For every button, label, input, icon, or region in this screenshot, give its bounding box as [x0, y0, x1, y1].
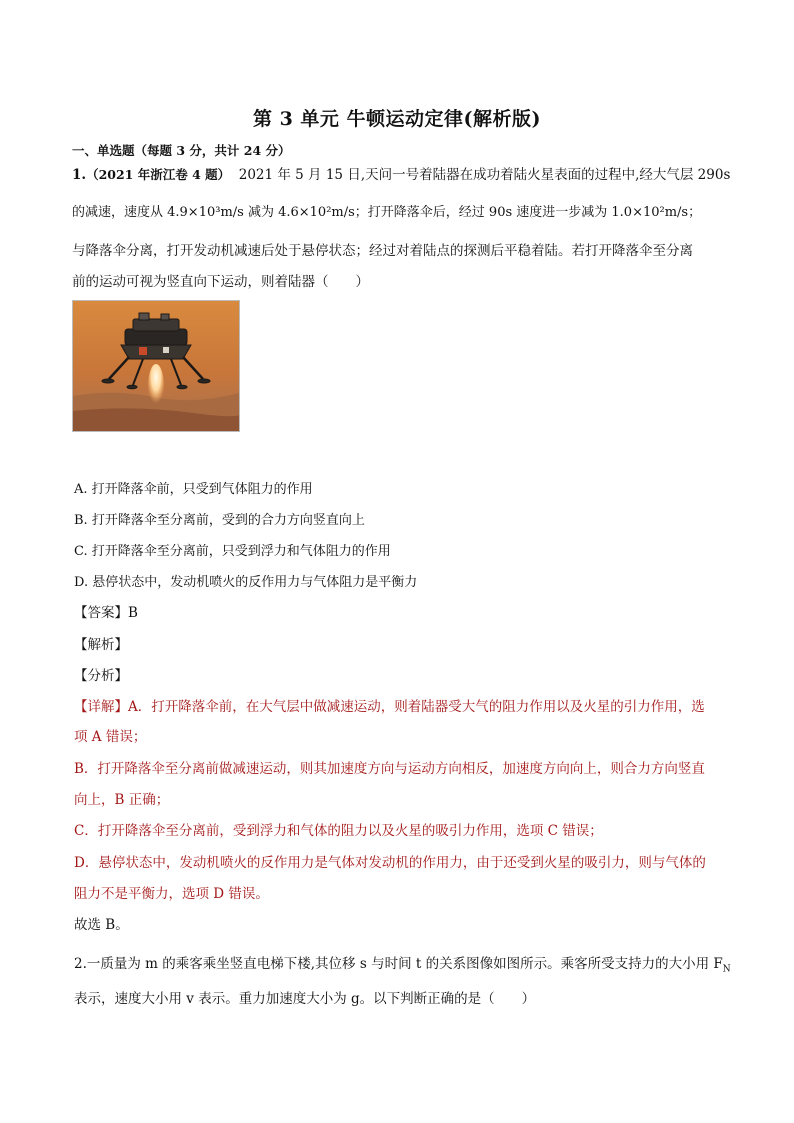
q1-number: 1.: [72, 167, 87, 183]
q1-detail-4: 向上，B 正确；: [74, 792, 170, 808]
q1-detail-6: D．悬停状态中，发动机喷火的反作用力是气体对发动机的作用力，由于还受到火星的吸引力，则与气体的: [74, 855, 706, 871]
q1-option-a: A. 打开降落伞前，只受到气体阻力的作用: [74, 482, 313, 497]
q1-analysis-label: 【解析】: [74, 637, 128, 653]
q1-fenxi-label: 【分析】: [74, 668, 128, 684]
mars-lander-photo: [72, 300, 240, 432]
q1-line-2: 的减速，速度从 4.9×10³m/s 减为 4.6×10²m/s；打开降落伞后，经过 90s 速度进一步减为 1.0×10²m/s；: [72, 205, 702, 220]
q2-line-1: [74, 952, 731, 975]
q1-detail-2: 项 A 错误；: [74, 729, 147, 745]
page-title: 第 3 单元 牛顿运动定律(解析版): [252, 108, 542, 130]
q1-detail-7: 阻力不是平衡力，选项 D 错误。: [74, 886, 269, 902]
q1-text-1: 2021 年 5 月 15 日,天问一号着陆器在成功着陆火星表面的过程中,经大气层 290s: [238, 167, 731, 183]
q2-line-2: 表示，速度大小用 v 表示。重力加速度大小为 g。以下判断正确的是（ ）: [74, 991, 536, 1007]
q1-detail-3: B．打开降落伞至分离前做减速运动，则其加速度方向与运动方向相反，加速度方向向上，则合力方向竖直: [74, 761, 705, 777]
q1-line-1: [72, 163, 730, 183]
q2-fn-subscript: N: [722, 964, 731, 975]
q1-detail-1: 【详解】A．打开降落伞前，在大气层中做减速运动，则着陆器受大气的阻力作用以及火星的引力作用，选: [74, 699, 705, 715]
q1-line-4: 前的运动可视为竖直向下运动，则着陆器（ ）: [72, 274, 369, 290]
q1-answer: 【答案】B: [74, 605, 138, 621]
q2-text-1: 2.一质量为 m 的乘客乘坐竖直电梯下楼,其位移 s 与时间 t 的关系图像如图所示。乘客所受支持力的大小用 F: [74, 956, 723, 972]
q1-option-d: D. 悬停状态中，发动机喷火的反作用力与气体阻力是平衡力: [74, 575, 418, 590]
q1-detail-5: C．打开降落伞至分离前，受到浮力和气体的阻力以及火星的吸引力作用，选项 C 错误；: [74, 823, 603, 839]
q1-line-3: 与降落伞分离，打开发动机减速后处于悬停状态；经过对着陆点的探测后平稳着陆。若打开降落伞至分离: [72, 243, 693, 259]
q1-option-b: B. 打开降落伞至分离前，受到的合力方向竖直向上: [74, 513, 365, 528]
q1-option-c: C. 打开降落伞至分离前，只受到浮力和气体阻力的作用: [74, 544, 391, 559]
section-heading: 一、单选题（每题 3 分，共计 24 分）: [72, 143, 291, 158]
q1-conclusion: 故选 B。: [74, 917, 129, 933]
q1-source: （2021 年浙江卷 4 题）: [86, 167, 231, 182]
